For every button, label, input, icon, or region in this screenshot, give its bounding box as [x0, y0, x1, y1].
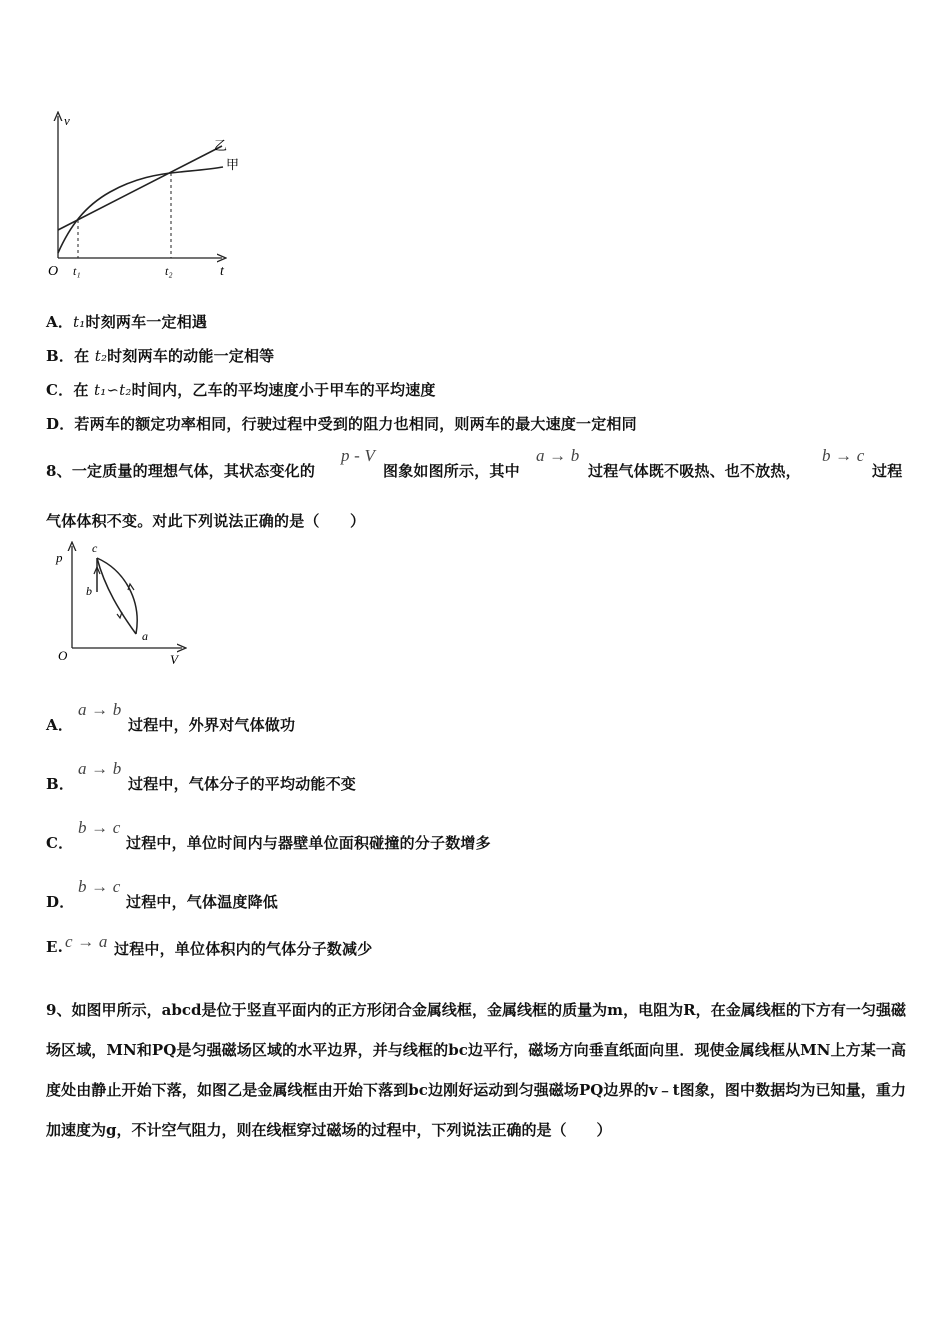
q8-stem-line2: 气体体积不变。对此下列说法正确的是（ ）	[46, 512, 366, 530]
q7-option-d: D．若两车的额定功率相同，行驶过程中受到的阻力也相同，则两车的最大速度一定相同	[46, 415, 637, 433]
t-axis-label: t	[220, 264, 224, 279]
origin-label-2: O	[58, 648, 68, 663]
point-b-label: b	[86, 584, 92, 598]
p-axis-label: p	[56, 550, 63, 565]
q7-option-c: C．在 t₁∽t₂时间内，乙车的平均速度小于甲车的平均速度	[46, 381, 436, 399]
curve-yi-label: 乙	[214, 138, 228, 153]
tick-t2-label: t₂	[165, 264, 173, 278]
q9-stem: 9、如图甲所示，abcd是位于竖直平面内的正方形闭合金属线框，金属线框的质量为m，电阻为R，在金属线框的下方有一匀强磁场区域，MN和PQ是匀强磁场区域的水平边界，并与线框的bc边平行，磁场方向垂直纸面向里．现使金属线框从MN上方某一高度处由静止开始下落，如图乙是金属线框由开始下落到bc边刚好运动到匀强磁场PQ边界的v﹣t图象，图中数据均为已知量，重力加速度为g，不计空气阻力，则在线框穿过磁场的过程中，下列说法正确的是（ ）	[46, 1001, 906, 1139]
q7-option-b: B．在 t₂时刻两车的动能一定相等	[46, 347, 275, 365]
line-yi	[58, 146, 222, 230]
v-axis-label: v	[64, 113, 70, 128]
point-a-label: a	[142, 629, 148, 643]
v-axis-label-2: V	[170, 652, 178, 667]
q8-option-a: A． a → b 过程中，外界对气体做功	[46, 700, 296, 734]
q8-option-e: E. c → a 过程中，单位体积内的气体分子数减少	[46, 932, 373, 958]
curve-jia	[58, 167, 223, 253]
q7-option-a: A．t₁时刻两车一定相遇	[46, 313, 208, 331]
point-c-label: c	[92, 541, 98, 555]
q8-stem-line1: 8、一定质量的理想气体，其状态变化的 p - V 图象如图所示，其中 a → b 过程气体既不吸热、也不放热， b → c 过程	[46, 446, 903, 480]
cycle-b-to-a	[97, 558, 137, 634]
q8-option-c: C． b → c 过程中，单位时间内与器壁单位面积碰撞的分子数增多	[46, 818, 491, 852]
vt-graph-figure	[40, 108, 260, 283]
arrow-mark-2	[117, 612, 122, 618]
q8-option-d: D． b → c 过程中，气体温度降低	[46, 877, 279, 911]
pv-graph-figure	[50, 540, 190, 670]
tick-t1-label: t₁	[73, 264, 81, 278]
cycle-a-to-c	[97, 558, 136, 634]
origin-label: O	[48, 264, 59, 279]
curve-jia-label: 甲	[226, 157, 240, 172]
q8-option-b: B． a → b 过程中，气体分子的平均动能不变	[46, 759, 357, 793]
arrow-mark-3	[128, 584, 134, 590]
